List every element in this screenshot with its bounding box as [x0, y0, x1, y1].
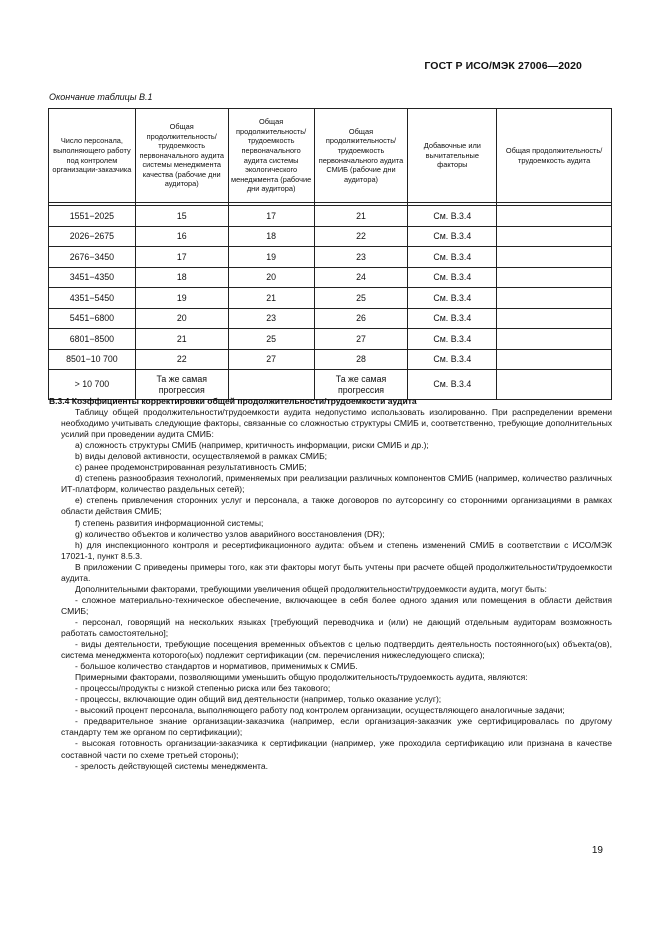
table-cell: 27: [228, 349, 314, 370]
table-cell: 15: [135, 206, 228, 227]
table-cell: 4351−5450: [49, 288, 136, 309]
paragraph: g) количество объектов и количество узлов аварийного восстановления (DR);: [75, 528, 385, 539]
table-cell: 16: [135, 226, 228, 247]
table-header-cell: Общая продолжительность/трудоемкость первоначального аудита системы экологического менеджмента (рабочие дни аудитора): [228, 109, 314, 203]
table-cell: 8501−10 700: [49, 349, 136, 370]
table-cell: 25: [228, 329, 314, 350]
standard-code: ГОСТ Р ИСО/МЭК 27006—2020: [424, 60, 582, 72]
table-cell: Та же самая прогрессия: [314, 370, 408, 400]
table-cell: 22: [314, 226, 408, 247]
table-cell: 23: [314, 247, 408, 268]
table-cell: [497, 349, 612, 370]
paragraph: - большое количество стандартов и нормативов, применимых к СМИБ.: [75, 661, 358, 672]
section-paragraphs: [61, 407, 612, 772]
paragraph: - виды деятельности, требующие посещения временных объектов с целью подтвердить деятельность постоянного(ых) объекта(ов), система менеджмента которого(ых) подлежит сертификации (см. перечисления нижеследующего списка);: [61, 639, 612, 661]
table-cell: 20: [135, 308, 228, 329]
paragraph: a) сложность структуры СМИБ (например, критичность информации, риски СМИБ и др.);: [75, 440, 429, 451]
table-cell: 21: [314, 206, 408, 227]
table-cell: Та же самая прогрессия: [135, 370, 228, 400]
table-cell: 23: [228, 308, 314, 329]
table-row: [49, 370, 612, 400]
paragraph: - предварительное знание организации-заказчика (например, если организация-заказчик уже сертифицировалась по другому стандарту тем же органом по сертификации);: [61, 716, 612, 738]
page-number: 19: [591, 845, 603, 856]
table-cell: 3451−4350: [49, 267, 136, 288]
paragraph: d) степень разнообразия технологий, применяемых при реализации различных компонентов СМИБ (например, количество различных ИТ-платформ, количество раздельных сетей);: [61, 473, 612, 495]
table-cell: 17: [228, 206, 314, 227]
table-cell: См. В.3.4: [408, 370, 497, 400]
paragraph: - процессы, включающие один общий вид деятельности (например, только оказание услуг);: [75, 694, 442, 705]
table-row: [49, 308, 612, 329]
audit-duration-table: [48, 108, 612, 400]
table-cell: [228, 370, 314, 400]
paragraph: - процессы/продукты с низкой степенью риска или без такового;: [75, 683, 331, 694]
table-header-cell: Общая продолжительность/трудоемкость аудита: [497, 109, 612, 203]
table-cell: 27: [314, 329, 408, 350]
table-cell: [497, 206, 612, 227]
paragraph: Дополнительными факторами, требующими увеличения общей продолжительности/трудоемкости аудита, могут быть:: [75, 583, 547, 594]
table-cell: 19: [135, 288, 228, 309]
table-row: [49, 226, 612, 247]
table-cell: [497, 226, 612, 247]
table-cell: 22: [135, 349, 228, 370]
table-cell: См. В.3.4: [408, 308, 497, 329]
table-cell: См. В.3.4: [408, 349, 497, 370]
table-cell: 21: [228, 288, 314, 309]
table-cell: 2676−3450: [49, 247, 136, 268]
table-cell: 2026−2675: [49, 226, 136, 247]
paragraph: Примерными факторами, позволяющими уменьшить общую продолжительность/трудоемкость аудита, являются:: [75, 672, 528, 683]
table-cell: 21: [135, 329, 228, 350]
table-cell: 25: [314, 288, 408, 309]
table-row: [49, 349, 612, 370]
table-cell: 19: [228, 247, 314, 268]
paragraph: h) для инспекционного контроля и ресертификационного аудита: объем и степень изменений СМИБ в соответствии с ИСО/МЭК 17021-1, пункт 8.5.3.: [61, 539, 612, 561]
table-cell: См. В.3.4: [408, 226, 497, 247]
paragraph: В приложении С приведены примеры того, как эти факторы могут быть учтены при расчете общей продолжительности/трудоемкости аудита.: [61, 561, 612, 583]
table-header-row: [49, 109, 612, 203]
table-cell: [497, 329, 612, 350]
table-cell: [497, 267, 612, 288]
table-cell: [497, 247, 612, 268]
table-cell: 6801−8500: [49, 329, 136, 350]
table-cell: 18: [135, 267, 228, 288]
paragraph: f) степень развития информационной системы;: [75, 517, 264, 528]
table-row: [49, 247, 612, 268]
table-cell: См. В.3.4: [408, 206, 497, 227]
table-header-cell: Число персонала, выполняющего работу под контролем организации-заказчика: [49, 109, 136, 203]
paragraph: - персонал, говорящий на нескольких языках [требующий переводчика и (или) не дающий отдельным аудиторам возможность работать самостоятельно];: [61, 616, 612, 638]
table-row: [49, 288, 612, 309]
table-cell: См. В.3.4: [408, 329, 497, 350]
table-row: [49, 267, 612, 288]
paragraph: - высокий процент персонала, выполняющего работу под контролем организации, осуществляющего аналогичные задачи;: [75, 705, 565, 716]
table-cell: [497, 308, 612, 329]
paragraph: e) степень привлечения сторонних услуг и персонала, а также договоров по аутсорсингу со сторонними организациями в рамках области действия СМИБ;: [61, 495, 612, 517]
table-header-cell: Общая продолжительность/трудоемкость первоначального аудита СМИБ (рабочие дни аудитора): [314, 109, 408, 203]
table-cell: 20: [228, 267, 314, 288]
table-cell: 28: [314, 349, 408, 370]
table-caption: Окончание таблицы В.1: [49, 92, 153, 102]
table-cell: [497, 370, 612, 400]
paragraph: - сложное материально-техническое обеспечение, включающее в себя более одного здания или помещения в области действия СМИБ;: [61, 594, 612, 616]
paragraph: Таблицу общей продолжительности/трудоемкости аудита недопустимо использовать изолированно. При распределении времени необходимо учитывать следующие факторы, связанные со сложностью структуры СМИБ и, соответственно, требующие дополнительных усилий при проведении аудита СМИБ:: [61, 407, 612, 440]
table-body: [49, 203, 612, 400]
table-cell: См. В.3.4: [408, 247, 497, 268]
table-cell: 17: [135, 247, 228, 268]
section-heading: В.3.4 Коэффициенты корректировки общей продолжительности/трудоемкости аудита: [49, 396, 417, 406]
table-cell: [497, 288, 612, 309]
table-row: [49, 206, 612, 227]
paragraph: c) ранее продемонстрированная результативность СМИБ;: [75, 462, 307, 473]
table-header-cell: Добавочные или вычитательные факторы: [408, 109, 497, 203]
table-cell: 18: [228, 226, 314, 247]
table-cell: 1551−2025: [49, 206, 136, 227]
section-body: [49, 396, 612, 772]
paragraph: - высокая готовность организации-заказчика к сертификации (например, уже проходила сертификацию или признана в качестве составной части по схеме третьей стороны);: [61, 738, 612, 760]
table-cell: > 10 700: [49, 370, 136, 400]
table-cell: См. В.3.4: [408, 288, 497, 309]
paragraph: - зрелость действующей системы менеджмента.: [75, 760, 268, 771]
paragraph: b) виды деловой активности, осуществляемой в рамках СМИБ;: [75, 451, 328, 462]
table-row: [49, 329, 612, 350]
table-cell: 26: [314, 308, 408, 329]
table-cell: См. В.3.4: [408, 267, 497, 288]
table-header-cell: Общая продолжительность/ трудоемкость первоначального аудита системы менеджмента качества (рабочие дни аудитора): [135, 109, 228, 203]
table-cell: 24: [314, 267, 408, 288]
table-cell: 5451−6800: [49, 308, 136, 329]
